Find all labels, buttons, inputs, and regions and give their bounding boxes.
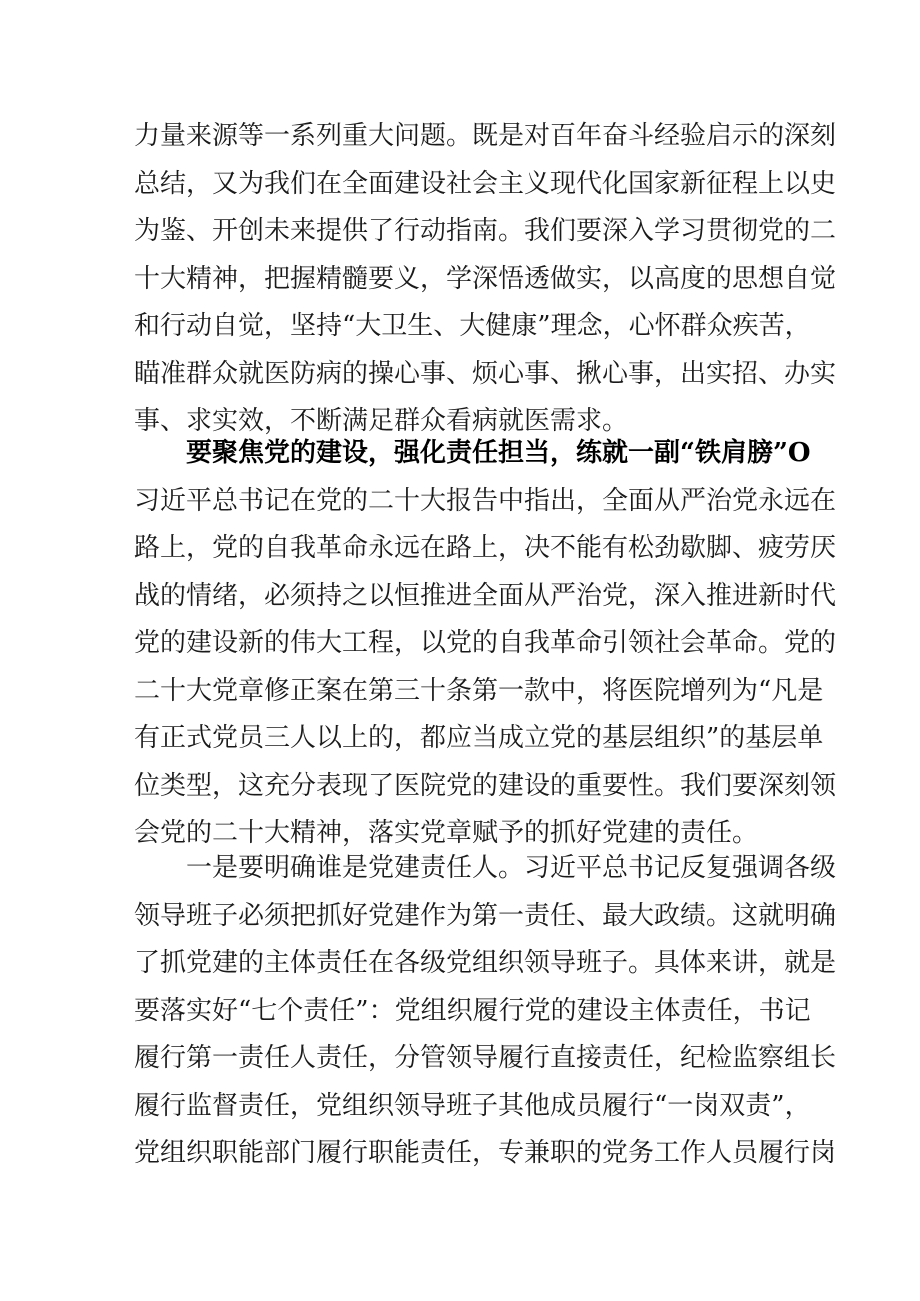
text-line: 总结，又为我们在全面建设社会主义现代化国家新征程上以史 — [134, 168, 837, 199]
text-line: 一是要明确谁是党建责任人。习近平总书记反复强调各级 — [186, 853, 837, 883]
text-line: 党的建设新的伟大工程，以党的自我革命引领社会革命。党的 — [134, 628, 837, 658]
text-line: 路上，党的自我革命永远在路上，决不能有松劲歇脚、疲劳厌 — [134, 533, 837, 563]
text-line: 会党的二十大精神，落实党章赋予的抓好党建的责任。 — [134, 818, 759, 848]
text-line: 为鉴、开创未来提供了行动指南。我们要深入学习贯彻党的二 — [134, 216, 837, 246]
text-line: 十大精神，把握精髓要义，学深悟透做实，以高度的思想自觉 — [134, 263, 837, 294]
text-line: 要落实好“七个责任”：党组织履行党的建设主体责任，书记 — [134, 995, 811, 1026]
bold-heading-line: 要聚焦党的建设，强化责任担当，练就一副“铁肩膀”O — [186, 438, 811, 468]
text-line: 习近平总书记在党的二十大报告中指出，全面从严治党永远在 — [134, 485, 837, 516]
text-line: 力量来源等一系列重大问题。既是对百年奋斗经验启示的深刻 — [134, 121, 837, 151]
paragraph-3 — [134, 845, 837, 1178]
paragraph-2 — [134, 430, 837, 858]
text-line: 有正式党员三人以上的，都应当成立党的基层组织”的基层单 — [134, 723, 824, 753]
paragraph-1 — [134, 113, 837, 446]
text-line: 领导班子必须把抓好党建作为第一责任、最大政绩。这就明确 — [134, 900, 837, 931]
text-line: 和行动自觉，坚持“大卫生、大健康”理念，心怀群众疾苦， — [134, 311, 811, 341]
text-line: 二十大党章修正案在第三十条第一款中，将医院增列为“凡是 — [134, 675, 824, 706]
text-line: 事、求实效，不断满足群众看病就医需求。 — [134, 406, 629, 436]
text-line: 履行监督责任，党组织领导班子其他成员履行“一岗双责”， — [134, 1090, 811, 1121]
text-line: 了抓党建的主体责任在各级党组织领导班子。具体来讲，就是 — [134, 948, 837, 978]
text-line: 位类型，这充分表现了医院党的建设的重要性。我们要深刻领 — [134, 770, 837, 801]
text-line: 瞄准群众就医防病的操心事、烦心事、揪心事，出实招、办实 — [134, 358, 837, 389]
text-line: 战的情绪，必须持之以恒推进全面从严治党，深入推进新时代 — [134, 580, 837, 611]
text-line: 履行第一责任人责任，分管领导履行直接责任，纪检监察组长 — [134, 1043, 837, 1073]
text-line: 党组织职能部门履行职能责任，专兼职的党务工作人员履行岗 — [134, 1138, 837, 1168]
